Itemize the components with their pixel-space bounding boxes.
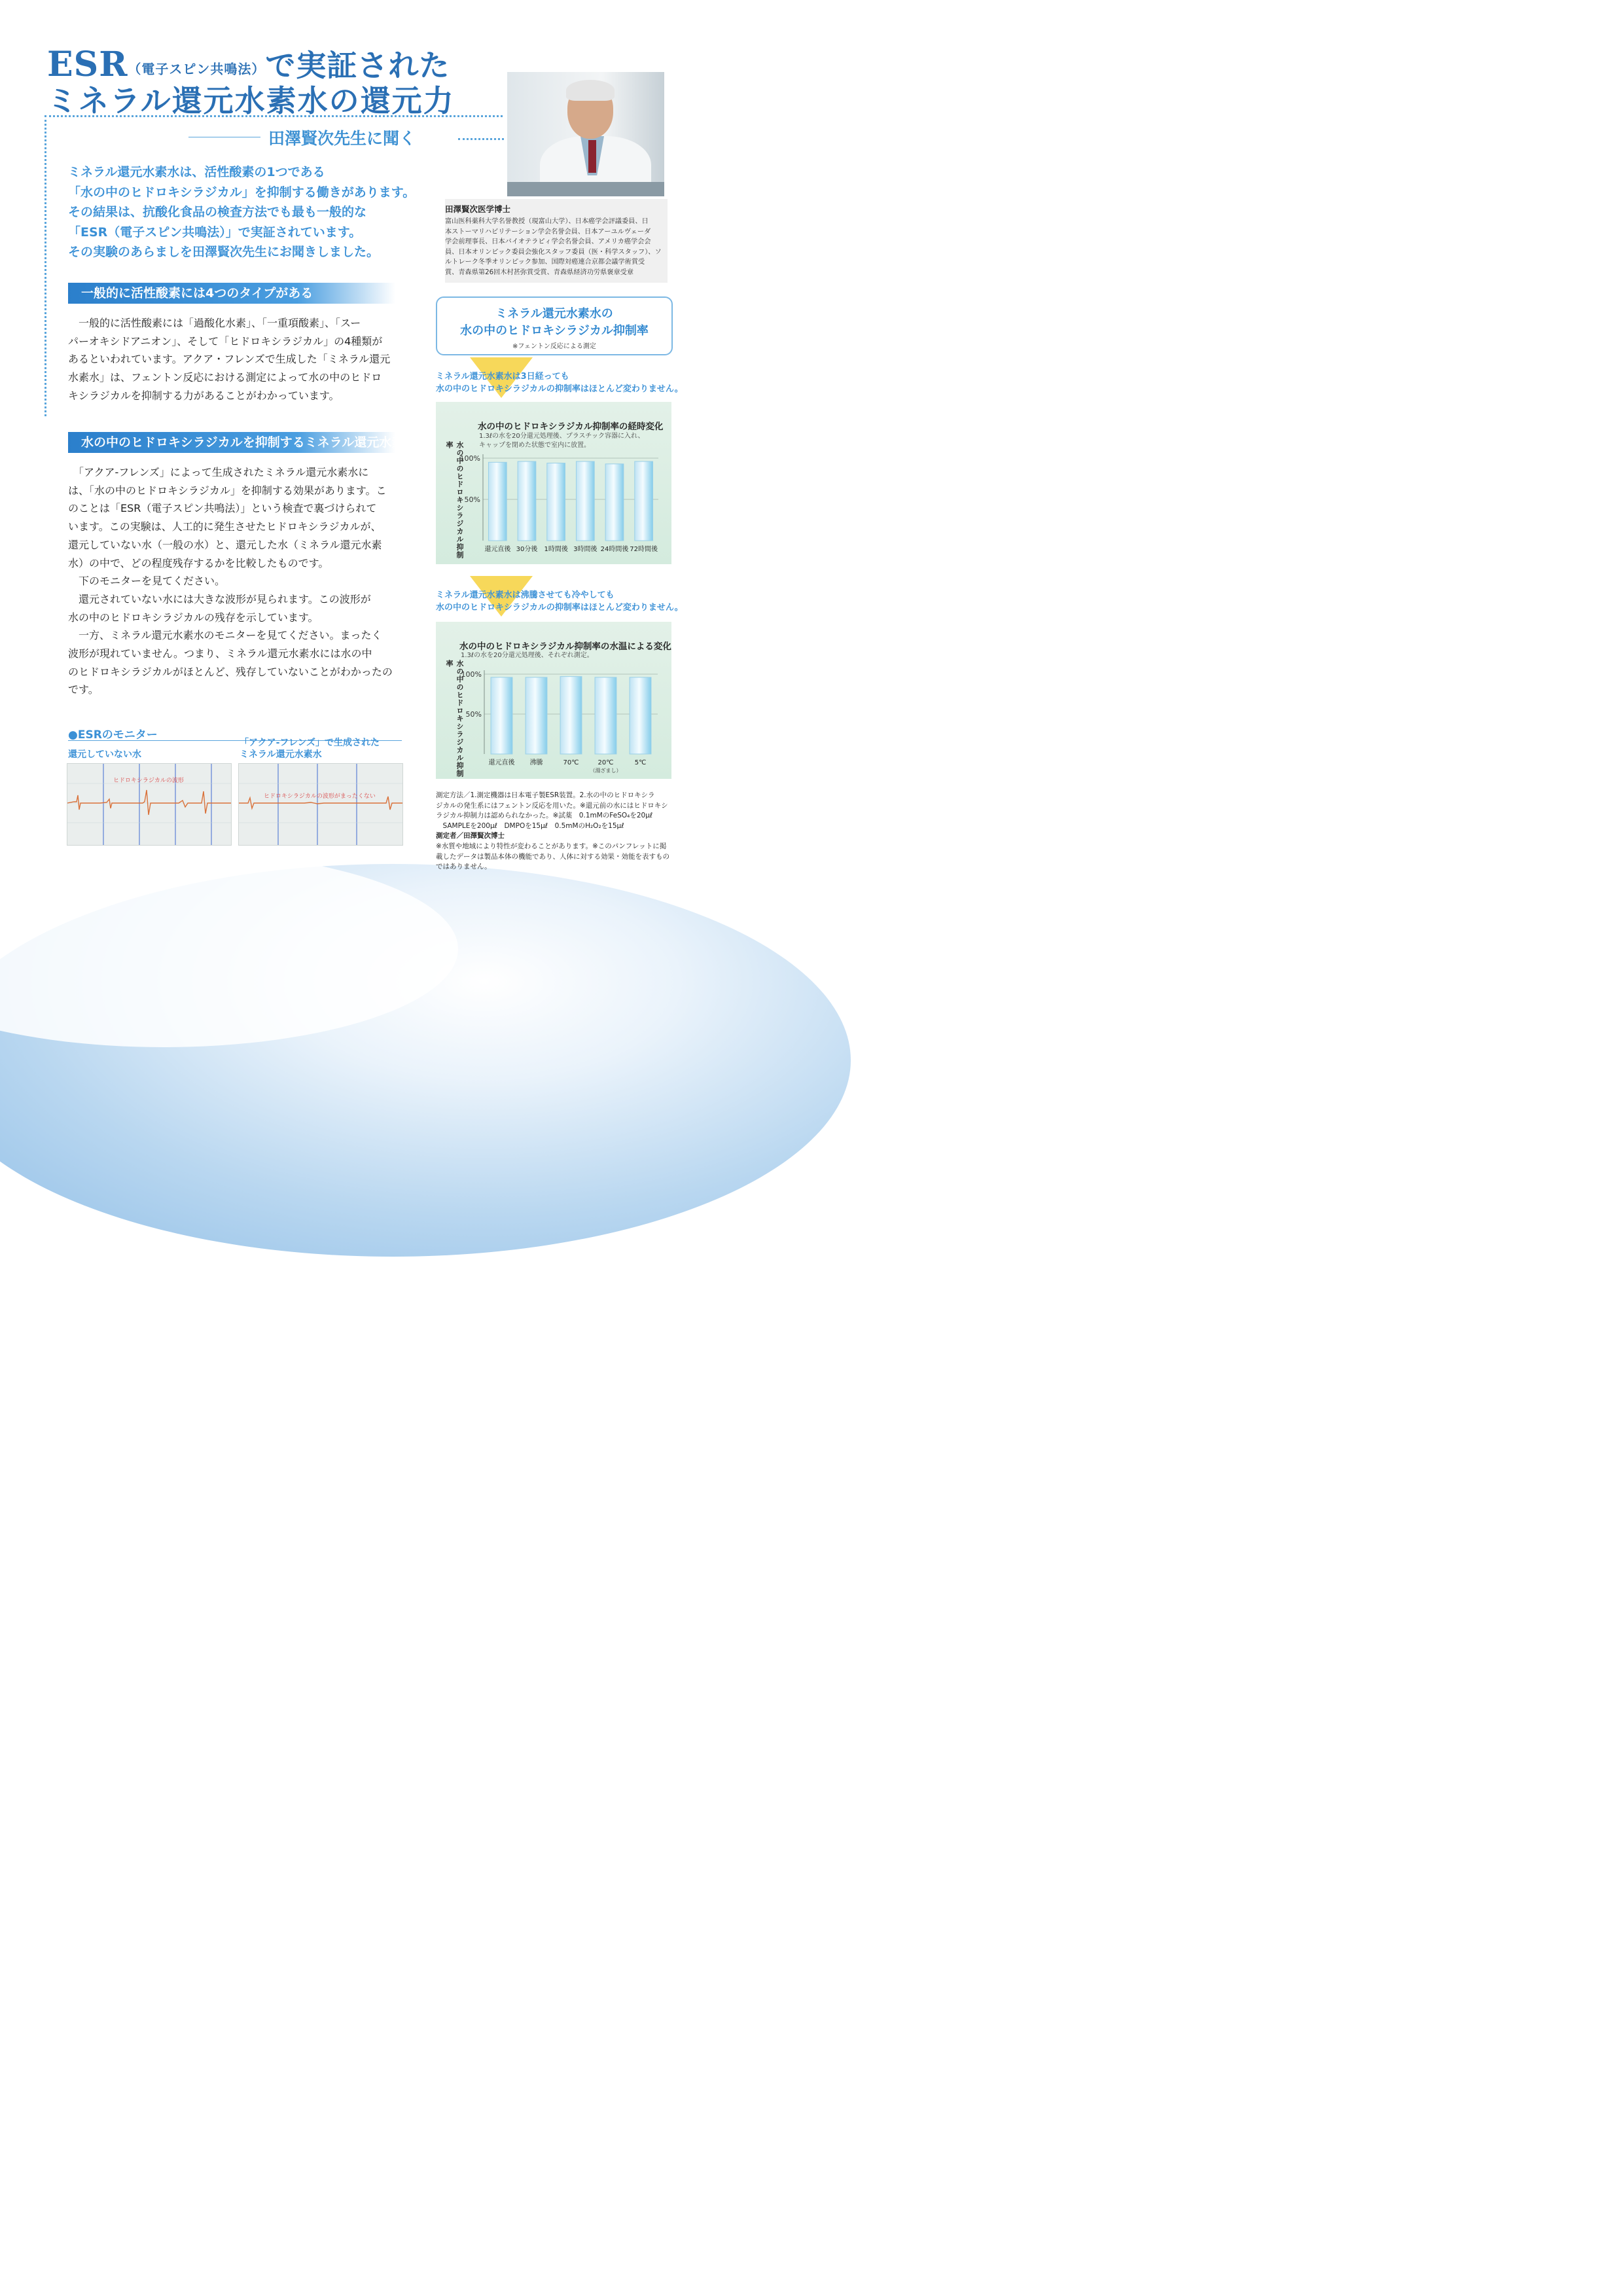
esr-waveform-untreated (67, 764, 231, 845)
chart-header-line2: 水の中のヒドロキシラジカル抑制率 (460, 324, 649, 338)
chart-header-note: ※フェントン反応による測定 (512, 343, 596, 350)
chart-header-line1: ミネラル還元水素水の (495, 307, 613, 321)
chart2-plot (461, 669, 661, 774)
chart2-bar-4 (595, 677, 616, 754)
chart2-svg (461, 669, 661, 774)
section-heading-1: 一般的に活性酸素には4つのタイプがある (68, 283, 395, 304)
chart1-note: ミネラル還元水素水は3日経っても 水の中のヒドロキシラジカルの抑制率はほとんど変わりません。 (436, 372, 683, 394)
chart2-subtitle: 1.3ℓの水を20分還元処理後、それぞれ測定。 (461, 652, 594, 659)
chart1-ytick-label: 50% (464, 495, 480, 504)
profile-text: 富山医科薬科大学名誉教授（現富山大学）、日本癌学会評議委員、日 本ストーマリハビリテーション学会名誉会員、日本アーユルヴェーダ 学会前理事長、日本バイオテラピィ学会名誉会員、アメリカ癌学会会 員、日本オリンピック委員会強化スタッフ委員（医・科学スタッフ）、ソ ルトレーク冬季オリンピック参加、国際対癌連合京都会議学術賞受 賞、青森県第26回木村甚弥賞受賞、青森県経済功労県褒章受章 (445, 218, 662, 276)
chart1-bar-5 (605, 464, 624, 541)
chart2-category-sublabel: （湯ざまし） (590, 768, 622, 774)
chart1-bar-3 (547, 463, 565, 541)
intro-paragraph: ミネラル還元水素水は、活性酸素の1つである 「水の中のヒドロキシラジカル」を抑制する働きがあります。 その結果は、抗酸化食品の検査方法でも最も一般的な 「ESR（電子スピン共鳴法）」で実証されています。 その実験のあらましを田澤賢次先生にお聞きしました。 (68, 165, 416, 259)
section-heading-2: 水の中のヒドロキシラジカルを抑制するミネラル還元水素水 (68, 432, 395, 453)
doctor-photo (507, 72, 664, 196)
page-title-line1: ESR（電子スピン共鳴法）で実証された (47, 45, 450, 84)
chart2-ylabel: 水の中のヒドロキシラジカル抑制率 (445, 660, 464, 778)
profile-caption (445, 199, 668, 283)
chart1-category-label: 30分後 (516, 546, 538, 553)
chart1-category-label: 24時間後 (600, 546, 629, 553)
chart2-category-label: 70℃ (563, 759, 579, 766)
page-title-line2: ミネラル還元水素水の還元力 (47, 83, 455, 118)
chart-header-box (436, 296, 673, 355)
chart1-bar-4 (576, 461, 594, 541)
esr-waveform-treated (239, 764, 402, 845)
chart1-bar-6 (635, 461, 653, 541)
chart2-panel (436, 622, 671, 779)
chart1-panel (436, 402, 671, 564)
esr-monitor-untreated (67, 763, 232, 846)
dotted-frame-left (45, 115, 46, 416)
chart1-category-label: 1時間後 (544, 546, 568, 553)
method-notes: 測定方法／1.測定機器は日本電子製ESR装置。2.水の中のヒドロキシラ ジカルの発生系にはフェントン反応を用いた。※還元前の水にはヒドロキシ ラジカル抑制力は認められなかった。※試薬 0.1mMのFeSO₄を20μℓ SAMPLEを200μℓ DMPOを15μℓ 0.5mMのH₂O₂を15μℓ 測定者／田澤賢次博士 ※水質や地域により特性が変わることがあります。※このパンフレットに掲 載したデータは製品本体の機能であり、人体に対する効果・効能を表すもの ではありません。 (436, 791, 669, 871)
chart2-category-label: 20℃ (597, 759, 614, 766)
monitor-left-label: 還元していない水 (68, 749, 141, 760)
subtitle-dots (458, 138, 504, 140)
monitor-title: ●ESRのモニター (68, 728, 158, 742)
chart1-bar-2 (518, 461, 536, 541)
chart1-subtitle: 1.3ℓの水を20分還元処理後、プラスチック容器に入れ、 キャップを閉めた状態で室内に放置。 (479, 433, 645, 449)
monitor-right-label-1: 「アクア-フレンズ」で生成された (240, 738, 380, 748)
chart1-category-label: 3時間後 (573, 546, 597, 553)
section-body-2: 「アクア-フレンズ」によって生成されたミネラル還元水素水に は、「水の中のヒドロキシラジカル」を抑制する効果があります。こ のことは「ESR（電子スピン共鳴法）」という検査で裏づけられて います。この実験は、人工的に発生させたヒドロキシラジカルが、 還元していない水（一般の水）と、還元した水（ミネラル還元水素 水）の中で、どの程度残存するかを比較したものです。 下のモニターを見てください。 還元されていない水には大きな波形が見られます。この波形が 水の中のヒドロキシラジカルの残存を示しています。 一方、ミネラル還元水素水のモニターを見てください。まったく 波形が現れていません。つまり、ミネラル還元水素水には水の中 のヒドロキシラジカルがほとんど、残存していないことがわかったの です。 (68, 466, 393, 696)
chart1-plot (459, 452, 662, 553)
waveform-annotation-treated: ヒドロキシラジカルの波形がまったくない (264, 793, 376, 800)
chart1-ylabel: 水の中のヒドロキシラジカル抑制率 (445, 441, 464, 559)
chart2-bar-3 (560, 677, 582, 754)
chart1-svg (459, 452, 662, 556)
chart2-bar-1 (491, 677, 512, 754)
waveform-annotation-untreated: ヒドロキシラジカルの波形 (113, 778, 184, 784)
monitor-right-label-2: ミネラル還元水素水 (240, 749, 322, 760)
chart1-title: 水の中のヒドロキシラジカル抑制率の経時変化 (478, 422, 664, 432)
esr-monitor-treated (238, 763, 403, 846)
chart1-category-label: 72時間後 (630, 546, 658, 553)
chart1-ytick-label: 100% (459, 454, 480, 463)
profile-name: 田澤賢次医学博士 (445, 204, 511, 214)
chart2-ytick-label: 50% (465, 710, 482, 719)
chart2-ytick-label: 100% (461, 670, 482, 679)
chart1-bar-1 (488, 462, 507, 541)
chart2-bar-2 (526, 677, 547, 754)
chart1-category-label: 還元直後 (484, 546, 511, 553)
page-subtitle: 田澤賢次先生に聞く (268, 129, 416, 148)
chart2-bar-5 (630, 677, 651, 754)
dotted-frame-top (45, 115, 503, 117)
chart2-note: ミネラル還元水素水は沸騰させても冷やしても 水の中のヒドロキシラジカルの抑制率はほとんど変わりません。 (436, 590, 683, 613)
section-body-1: 一般的に活性酸素には「過酸化水素」、「一重項酸素」、「スー パーオキシドアニオン」、そして「ヒドロキシラジカル」の4種類が あるといわれています。アクア・フレンズで生成した「ミネラル還元 水素水」は、フェントン反応における測定によって水の中のヒドロ キシラジカルを抑制する力があることがわかっています。 (68, 317, 391, 402)
chart2-title: 水の中のヒドロキシラジカル抑制率の水温による変化 (459, 641, 671, 652)
chart2-category-label: 5℃ (634, 759, 647, 766)
chart2-category-label: 沸騰 (529, 759, 543, 766)
chart2-category-label: 還元直後 (488, 759, 515, 766)
